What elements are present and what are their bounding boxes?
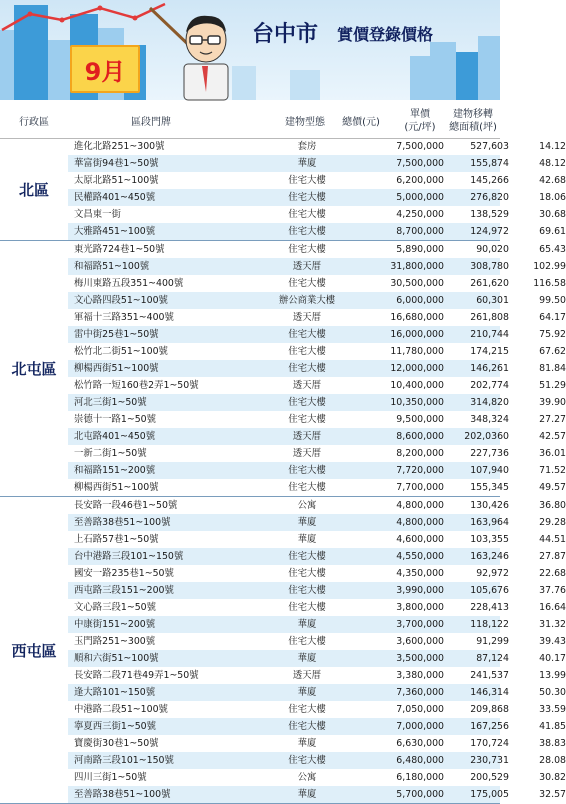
- total-price-cell: 30,500,000: [390, 278, 444, 289]
- table-row: [68, 786, 566, 803]
- road-cell: 長安路二段71巷49弄1~50號: [74, 670, 199, 681]
- road-cell: 梅川東路五段351~400號: [74, 278, 184, 289]
- unit-price-cell: 138,529: [470, 209, 509, 220]
- table-row: [68, 155, 566, 172]
- total-price-cell: 4,600,000: [396, 534, 444, 545]
- unit-price-cell: 228,413: [470, 602, 509, 613]
- total-price-cell: 7,720,000: [396, 465, 444, 476]
- road-cell: 國安一路235巷1~50號: [74, 568, 174, 579]
- unit-price-cell: 527,603: [470, 141, 509, 152]
- total-price-cell: 5,890,000: [396, 244, 444, 255]
- total-price-cell: 10,350,000: [390, 397, 444, 408]
- unit-price-cell: 261,620: [470, 278, 509, 289]
- unit-price-cell: 163,964: [470, 517, 509, 528]
- type-cell: 透天厝: [292, 670, 322, 681]
- type-cell: 公寓: [297, 772, 317, 783]
- type-cell: 住宅大樓: [288, 363, 326, 374]
- page-title: 實價登錄價格: [337, 25, 434, 44]
- road-cell: 和福路151~200號: [74, 465, 156, 476]
- total-price-cell: 4,250,000: [396, 209, 444, 220]
- total-price-cell: 6,000,000: [396, 295, 444, 306]
- table-row: [68, 206, 566, 223]
- road-cell: 進化北路251~300號: [74, 141, 165, 152]
- unit-price-cell: 210,744: [470, 329, 509, 340]
- table-row: [68, 514, 566, 531]
- unit-price-cell: 170,724: [470, 738, 509, 749]
- table-row: [68, 650, 566, 667]
- table-row: [68, 769, 566, 786]
- unit-price-cell: 174,215: [470, 346, 509, 357]
- area-cell: 36.01: [539, 448, 566, 459]
- road-cell: 軍福十三路351~400號: [74, 312, 174, 323]
- unit-price-cell: 276,820: [470, 192, 509, 203]
- unit-price-cell: 314,820: [470, 397, 509, 408]
- total-price-cell: 7,700,000: [396, 482, 444, 493]
- area-cell: 32.57: [539, 789, 566, 800]
- area-cell: 22.68: [539, 568, 566, 579]
- road-cell: 東光路724巷1~50號: [74, 244, 165, 255]
- unit-price-cell: 146,314: [470, 687, 509, 698]
- type-cell: 透天厝: [292, 261, 322, 272]
- road-cell: 一新二街1~50號: [74, 448, 147, 459]
- road-cell: 上石路57巷1~50號: [74, 534, 159, 545]
- table-row: [68, 479, 566, 496]
- road-cell: 順和六街51~100號: [74, 653, 159, 664]
- district-label: 西屯區: [11, 641, 57, 660]
- area-cell: 75.92: [539, 329, 566, 340]
- type-cell: 住宅大樓: [288, 346, 326, 357]
- skyline-building: [478, 36, 500, 100]
- total-price-cell: 3,600,000: [396, 636, 444, 647]
- district-group: [0, 138, 566, 241]
- unit-price-cell: 130,426: [470, 500, 509, 511]
- area-cell: 50.30: [539, 687, 566, 698]
- road-cell: 逢大路101~150號: [74, 687, 156, 698]
- road-cell: 崇德十一路1~50號: [74, 414, 156, 425]
- area-cell: 13.99: [539, 670, 566, 681]
- unit-price-cell: 155,874: [470, 158, 509, 169]
- unit-price-cell: 308,780: [470, 261, 509, 272]
- area-cell: 51.29: [539, 380, 566, 391]
- table-row: [68, 309, 566, 326]
- total-price-cell: 3,380,000: [396, 670, 444, 681]
- area-cell: 40.17: [539, 653, 566, 664]
- unit-price-cell: 202,774: [470, 380, 509, 391]
- unit-price-cell: 175,005: [470, 789, 509, 800]
- type-cell: 住宅大樓: [288, 602, 326, 613]
- type-cell: 透天厝: [292, 380, 322, 391]
- table-row: [68, 667, 566, 684]
- road-cell: 柳楊西街51~100號: [74, 363, 159, 374]
- table-row: [68, 258, 566, 275]
- total-price-cell: 4,350,000: [396, 568, 444, 579]
- total-price-cell: 10,400,000: [390, 380, 444, 391]
- area-cell: 33.59: [539, 704, 566, 715]
- table-row: [68, 684, 566, 701]
- unit-price-cell: 118,122: [470, 619, 509, 630]
- area-cell: 30.68: [539, 209, 566, 220]
- type-cell: 住宅大樓: [288, 278, 326, 289]
- total-price-cell: 3,990,000: [396, 585, 444, 596]
- area-cell: 30.82: [539, 772, 566, 783]
- area-cell: 27.87: [539, 551, 566, 562]
- road-cell: 河北三街1~50號: [74, 397, 147, 408]
- table-row: [68, 701, 566, 718]
- road-cell: 和福路51~100號: [74, 261, 150, 272]
- type-cell: 住宅大樓: [288, 244, 326, 255]
- area-cell: 39.90: [539, 397, 566, 408]
- area-cell: 38.83: [539, 738, 566, 749]
- banner: [0, 0, 500, 100]
- type-cell: 住宅大樓: [288, 721, 326, 732]
- table-row: [68, 241, 566, 258]
- column-header-area-line2: 總面積(坪): [449, 122, 497, 133]
- unit-price-cell: 155,345: [470, 482, 509, 493]
- type-cell: 華廈: [297, 789, 317, 800]
- area-cell: 31.32: [539, 619, 566, 630]
- road-cell: 太原北路51~100號: [74, 175, 159, 186]
- total-price-cell: 3,500,000: [396, 653, 444, 664]
- type-cell: 公寓: [297, 500, 317, 511]
- type-cell: 華廈: [297, 687, 317, 698]
- district-label: 北屯區: [11, 360, 57, 378]
- table-row: [68, 411, 566, 428]
- area-cell: 44.51: [539, 534, 566, 545]
- type-cell: 華廈: [297, 619, 317, 630]
- area-cell: 116.58: [533, 278, 566, 289]
- table-row: [68, 565, 566, 582]
- unit-price-cell: 91,299: [476, 636, 509, 647]
- unit-price-cell: 124,972: [470, 226, 509, 237]
- area-cell: 14.12: [539, 141, 566, 152]
- unit-price-cell: 241,537: [470, 670, 509, 681]
- area-cell: 27.27: [539, 414, 566, 425]
- type-cell: 住宅大樓: [288, 465, 326, 476]
- type-cell: 辦公商業大樓: [278, 295, 336, 306]
- type-cell: 華廈: [297, 653, 317, 664]
- unit-price-cell: 105,676: [470, 585, 509, 596]
- road-cell: 北屯路401~450號: [74, 431, 156, 442]
- area-cell: 64.17: [539, 312, 566, 323]
- total-price-cell: 3,700,000: [396, 619, 444, 630]
- type-cell: 住宅大樓: [288, 414, 326, 425]
- table-row: [68, 752, 566, 769]
- road-cell: 西屯路三段151~200號: [74, 585, 174, 596]
- table-row: [68, 582, 566, 599]
- area-cell: 29.28: [539, 517, 566, 528]
- table-row: [68, 172, 566, 189]
- column-header-unit-line2: (元/坪): [404, 122, 436, 133]
- table-row: [68, 326, 566, 343]
- type-cell: 住宅大樓: [288, 226, 326, 237]
- total-price-cell: 11,780,000: [390, 346, 444, 357]
- district-group: [0, 497, 566, 804]
- table-row: [68, 275, 566, 292]
- area-cell: 37.76: [539, 585, 566, 596]
- road-cell: 寶慶街30巷1~50號: [74, 738, 159, 749]
- total-price-cell: 8,700,000: [396, 226, 444, 237]
- type-cell: 住宅大樓: [288, 175, 326, 186]
- type-cell: 住宅大樓: [288, 704, 326, 715]
- total-price-cell: 5,000,000: [396, 192, 444, 203]
- table-row: [68, 718, 566, 735]
- type-cell: 住宅大樓: [288, 192, 326, 203]
- unit-price-cell: 107,940: [470, 465, 509, 476]
- table-row: [68, 497, 566, 514]
- month-badge: 9月: [70, 45, 140, 93]
- total-price-cell: 31,800,000: [390, 261, 444, 272]
- total-price-cell: 6,630,000: [396, 738, 444, 749]
- type-cell: 華廈: [297, 158, 317, 169]
- unit-price-cell: 103,355: [470, 534, 509, 545]
- column-header-unit-line1: 單價: [410, 109, 430, 120]
- type-cell: 透天厝: [292, 431, 322, 442]
- unit-price-cell: 202,0360: [464, 431, 509, 442]
- area-cell: 39.43: [539, 636, 566, 647]
- total-price-cell: 16,680,000: [390, 312, 444, 323]
- table-row: [68, 138, 566, 155]
- city-title: 台中市: [252, 22, 319, 47]
- unit-price-cell: 261,808: [470, 312, 509, 323]
- type-cell: 住宅大樓: [288, 209, 326, 220]
- area-cell: 48.12: [539, 158, 566, 169]
- total-price-cell: 4,800,000: [396, 500, 444, 511]
- area-cell: 99.50: [539, 295, 566, 306]
- total-price-cell: 7,500,000: [396, 158, 444, 169]
- skyline-building: [456, 52, 478, 100]
- area-cell: 69.61: [539, 226, 566, 237]
- table-row: [68, 599, 566, 616]
- total-price-cell: 5,700,000: [396, 789, 444, 800]
- column-header-total: 總價(元): [342, 117, 380, 128]
- road-cell: 松竹路一短160巷2弄1~50號: [74, 380, 199, 391]
- type-cell: 住宅大樓: [288, 551, 326, 562]
- road-cell: 文心路三段1~50號: [74, 602, 156, 613]
- type-cell: 透天厝: [292, 312, 322, 323]
- road-cell: 中港路二段51~100號: [74, 704, 168, 715]
- total-price-cell: 12,000,000: [390, 363, 444, 374]
- road-cell: 文心路四段51~100號: [74, 295, 168, 306]
- table-row: [68, 633, 566, 650]
- road-cell: 民權路401~450號: [74, 192, 156, 203]
- table-row: [68, 616, 566, 633]
- table-row: [68, 548, 566, 565]
- type-cell: 住宅大樓: [288, 568, 326, 579]
- column-header-road: 區段門牌: [131, 117, 171, 128]
- table-row: [68, 462, 566, 479]
- area-cell: 49.57: [539, 482, 566, 493]
- type-cell: 住宅大樓: [288, 585, 326, 596]
- type-cell: 華廈: [297, 517, 317, 528]
- table-header: [0, 100, 500, 139]
- unit-price-cell: 163,246: [470, 551, 509, 562]
- road-cell: 河南路三段101~150號: [74, 755, 174, 766]
- unit-price-cell: 227,736: [470, 448, 509, 459]
- area-cell: 41.85: [539, 721, 566, 732]
- unit-price-cell: 167,256: [470, 721, 509, 732]
- skyline-building: [290, 70, 320, 100]
- total-price-cell: 4,800,000: [396, 517, 444, 528]
- table-row: [68, 394, 566, 411]
- road-cell: 玉門路251~300號: [74, 636, 156, 647]
- unit-price-cell: 200,529: [470, 772, 509, 783]
- road-cell: 至善路38巷51~100號: [74, 789, 171, 800]
- area-cell: 36.80: [539, 500, 566, 511]
- area-cell: 65.43: [539, 244, 566, 255]
- table-row: [68, 445, 566, 462]
- price-table: [0, 138, 566, 804]
- unit-price-cell: 146,261: [470, 363, 509, 374]
- road-cell: 雷中街25巷1~50號: [74, 329, 159, 340]
- total-price-cell: 3,800,000: [396, 602, 444, 613]
- unit-price-cell: 348,324: [470, 414, 509, 425]
- area-cell: 42.57: [539, 431, 566, 442]
- total-price-cell: 6,200,000: [396, 175, 444, 186]
- unit-price-cell: 209,868: [470, 704, 509, 715]
- area-cell: 42.68: [539, 175, 566, 186]
- road-cell: 大雅路451~100號: [74, 226, 156, 237]
- total-price-cell: 6,480,000: [396, 755, 444, 766]
- type-cell: 住宅大樓: [288, 482, 326, 493]
- type-cell: 住宅大樓: [288, 636, 326, 647]
- unit-price-cell: 90,020: [476, 244, 509, 255]
- total-price-cell: 8,200,000: [396, 448, 444, 459]
- unit-price-cell: 87,124: [476, 653, 509, 664]
- total-price-cell: 16,000,000: [390, 329, 444, 340]
- road-cell: 華富街94巷1~50號: [74, 158, 159, 169]
- column-header-district: 行政區: [19, 117, 49, 128]
- type-cell: 住宅大樓: [288, 397, 326, 408]
- area-cell: 71.52: [539, 465, 566, 476]
- type-cell: 華廈: [297, 738, 317, 749]
- total-price-cell: 4,550,000: [396, 551, 444, 562]
- unit-price-cell: 60,301: [476, 295, 509, 306]
- table-row: [68, 735, 566, 752]
- type-cell: 華廈: [297, 534, 317, 545]
- table-row: [68, 343, 566, 360]
- unit-price-cell: 145,266: [470, 175, 509, 186]
- type-cell: 住宅大樓: [288, 329, 326, 340]
- road-cell: 台中港路三段101~150號: [74, 551, 184, 562]
- total-price-cell: 7,500,000: [396, 141, 444, 152]
- road-cell: 文昌東一街: [74, 209, 121, 220]
- area-cell: 67.62: [539, 346, 566, 357]
- total-price-cell: 6,180,000: [396, 772, 444, 783]
- area-cell: 18.06: [539, 192, 566, 203]
- area-cell: 16.64: [539, 602, 566, 613]
- column-header-type: 建物型態: [285, 117, 325, 128]
- table-row: [68, 531, 566, 548]
- area-cell: 28.08: [539, 755, 566, 766]
- district-label: 北區: [18, 180, 49, 199]
- road-cell: 至善路38巷51~100號: [74, 517, 171, 528]
- area-cell: 102.99: [533, 261, 566, 272]
- unit-price-cell: 92,972: [476, 568, 509, 579]
- road-cell: 柳楊西街51~100號: [74, 482, 159, 493]
- total-price-cell: 7,000,000: [396, 721, 444, 732]
- table-row: [68, 428, 566, 445]
- district-group: [0, 241, 566, 497]
- type-cell: 住宅大樓: [288, 755, 326, 766]
- table-row: [68, 223, 566, 240]
- table-row: [68, 377, 566, 394]
- road-cell: 中康街151~200號: [74, 619, 156, 630]
- road-cell: 松竹北二街51~100號: [74, 346, 168, 357]
- unit-price-cell: 230,731: [470, 755, 509, 766]
- road-cell: 四川三街1~50號: [74, 772, 147, 783]
- table-row: [68, 292, 566, 309]
- area-cell: 81.84: [539, 363, 566, 374]
- road-cell: 寧夏西三街1~50號: [74, 721, 156, 732]
- total-price-cell: 7,360,000: [396, 687, 444, 698]
- total-price-cell: 9,500,000: [396, 414, 444, 425]
- presenter-mascot-icon: [150, 2, 242, 100]
- total-price-cell: 7,050,000: [396, 704, 444, 715]
- skyline-building: [430, 42, 456, 100]
- road-cell: 長安路一段46巷1~50號: [74, 500, 178, 511]
- type-cell: 透天厝: [292, 448, 322, 459]
- table-row: [68, 189, 566, 206]
- total-price-cell: 8,600,000: [396, 431, 444, 442]
- type-cell: 套房: [297, 141, 317, 152]
- table-row: [68, 360, 566, 377]
- column-header-area-line1: 建物移轉: [453, 109, 493, 120]
- skyline-building: [410, 56, 430, 100]
